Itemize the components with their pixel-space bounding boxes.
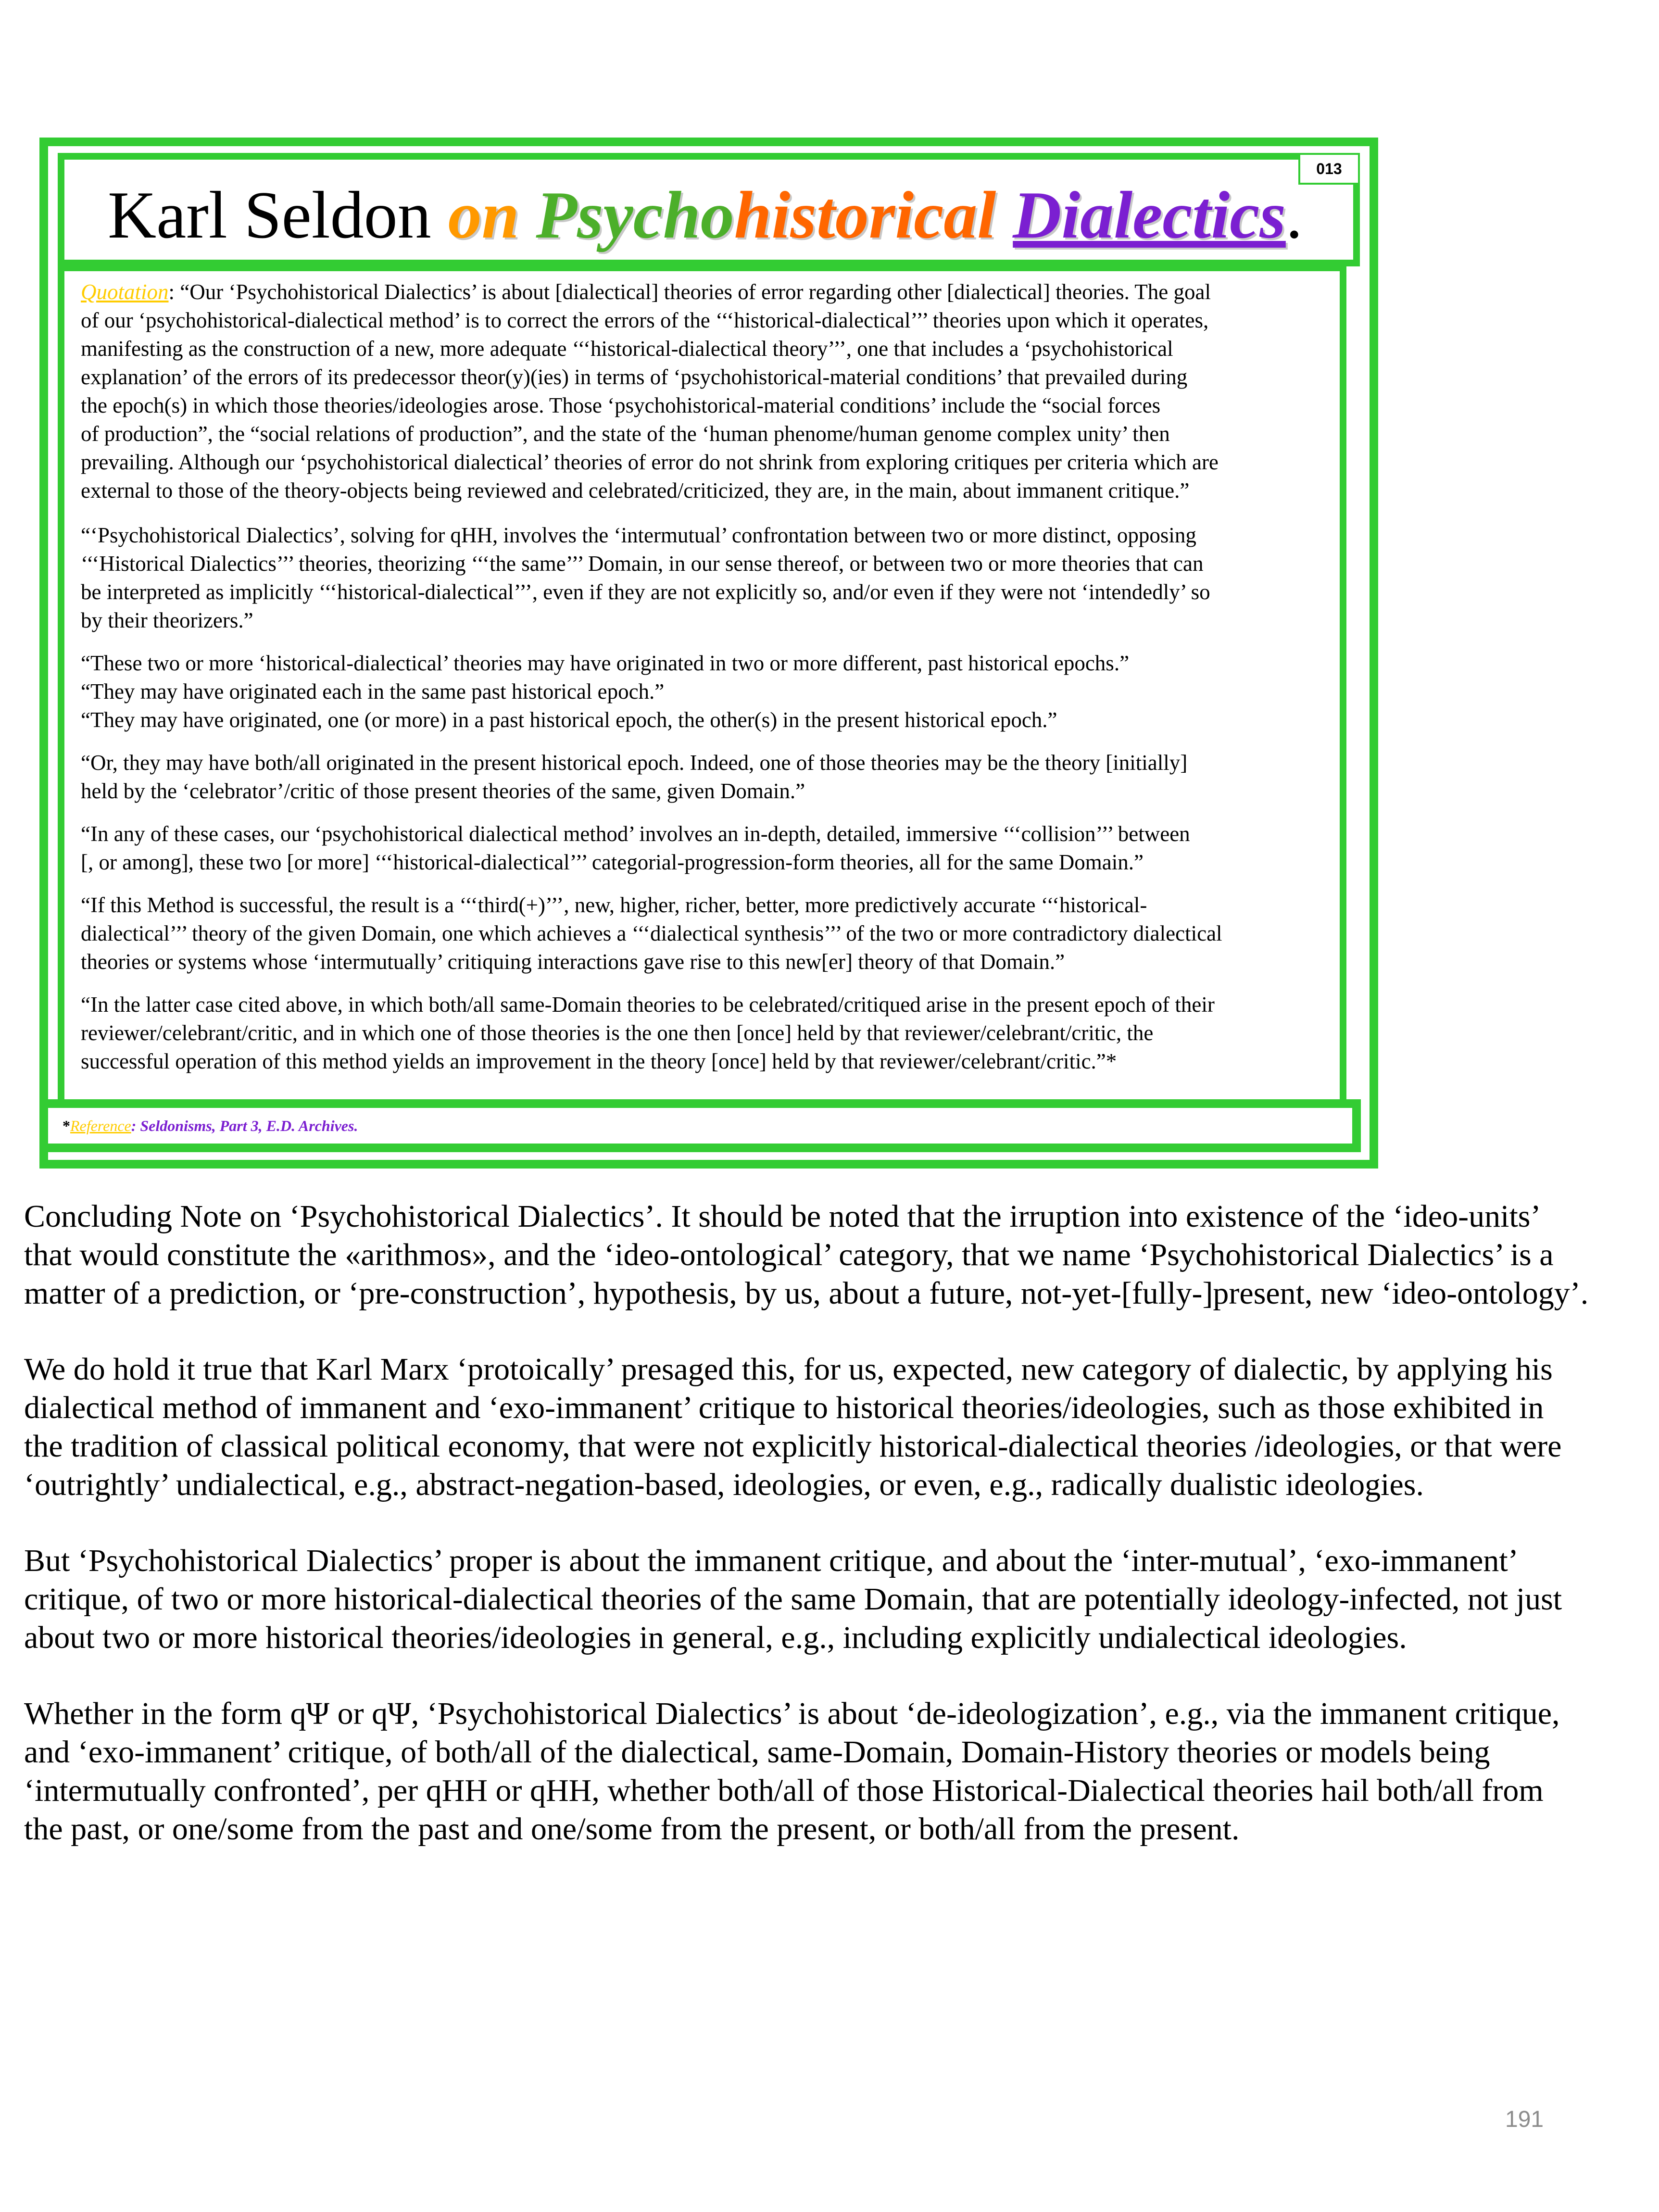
reference-label: Reference	[70, 1117, 131, 1134]
title-box	[58, 153, 1360, 266]
title-on: on	[448, 178, 519, 252]
slide-title: Karl Seldon on Psychohistorical Dialectics.	[108, 178, 1303, 252]
quotation-box	[58, 264, 1346, 1131]
quote-paragraph: “If this Method is successful, the result is a ‘‘‘third(+)’’’, new, higher, richer, better, more predictively accurate ‘‘‘historical- dialectical’’’ theory of the given Domain, one which achieves a ‘‘‘dialectical synthesis’’’ of the two or more contradictory dialectical theories or systems whose ‘intermutually’ critiquing interactions gave rise to this new[er] theory of that Domain.”	[81, 893, 1222, 974]
body-paragraph: But ‘Psychohistorical Dialectics’ proper is about the immanent critique, and about the ‘inter-mutual’, ‘exo-immanent’ critique, of two or more historical-dialectical theories of the same Domain, that are potentially ideology-infected, not just about two or more historical theories/ideologies in general, e.g., including explicitly undialectical ideologies.	[24, 1543, 1562, 1655]
title-name: Karl Seldon	[108, 178, 431, 252]
quote-paragraph: “In the latter case cited above, in which both/all same-Domain theories to be celebrated/critiqued arise in the present epoch of their reviewer/celebrant/critic, and in which one of those theories is the one then [once] held by that reviewer/celebrant/critic, the successful operation of this method yields an improvement in the theory [once] held by that reviewer/celebrant/critic.”*	[81, 993, 1215, 1073]
quote-paragraph: Quotation: “Our ‘Psychohistorical Dialectics’ is about [dialectical] theories of error regarding other [dialectical] theories. The goal of our ‘psychohistorical-dialectical method’ is to correct the errors of the ‘‘‘historical-dialectical’’’ theories upon which it operates, manifesting as the construction of a new, more adequate ‘‘‘historical-dialectical theory’’’, one that includes a ‘psychohistorical explanation’ of the errors of its predecessor theor(y)(ies) in terms of ‘psychohistorical-material conditions’ that prevailed during the epoch(s) in which those theories/ideologies arose. Those ‘psychohistorical-material conditions’ include the “social forces of production”, the “social relations of production”, and the state of the ‘human phenome/human genome complex unity’ then prevailing. Although our ‘psychohistorical dialectical’ theories of error do not shrink from exploring critiques per criteria which are external to those of the theory-objects being reviewed and celebrated/criticized, they are, in the main, about immanent critique.”	[81, 280, 1219, 503]
body-paragraph: We do hold it true that Karl Marx ‘protoically’ presaged this, for us, expected, new category of dialectic, by applying his dialectical method of immanent and ‘exo-immanent’ critique to historical theories/ideologies, such as those exhibited in the tradition of classical political economy, that were not explicitly historical-dialectical theories /ideologies, or that were ‘outrightly’ undialectical, e.g., abstract-negation-based, ideologies, or even, e.g., radically dualistic ideologies.	[24, 1352, 1562, 1502]
quote-paragraph: “‘Psychohistorical Dialectics’, solving for qHH, involves the ‘intermutual’ confrontation between two or more distinct, opposing ‘‘‘Historical Dialectics’’’ theories, theorizing ‘‘‘the same’’’ Domain, in our sense thereof, or between two or more theories that can be interpreted as implicitly ‘‘‘historical-dialectical’’’, even if they are not explicitly so, and/or even if they were not ‘intendedly’ so by their theorizers.”	[81, 523, 1210, 632]
slide-panel	[39, 138, 1378, 1169]
reference-text: : Seldonisms, Part 3, E.D. Archives.	[131, 1117, 358, 1134]
body-text	[24, 1197, 1640, 1886]
quote-paragraph: “In any of these cases, our ‘psychohistorical dialectical method’ involves an in-depth, detailed, immersive ‘‘‘collision’’’ between [, or among], these two [or more] ‘‘‘historical-dialectical’’’ categorial-progression-form theories, all for the same Domain.”	[81, 822, 1190, 874]
quotation-label: Quotation	[81, 280, 169, 304]
body-paragraph: Concluding Note on ‘Psychohistorical Dialectics’. It should be noted that the irruption into existence of the ‘ideo-units’ that would constitute the «arithmos», and the ‘ideo-ontological’ category, that we name ‘Psychohistorical Dialectics’ is a matter of a prediction, or ‘pre-construction’, hypothesis, by us, about a future, not-yet-[fully-]present, new ‘ideo-ontology’.	[24, 1199, 1589, 1311]
page-number: 191	[1505, 2107, 1544, 2132]
reference-box	[39, 1099, 1361, 1152]
slide-number: 013	[1298, 153, 1360, 185]
body-paragraph: Whether in the form qΨ or qΨ, ‘Psychohistorical Dialectics’ is about ‘de-ideologization’, e.g., via the immanent critique, and ‘exo-immanent’ critique, of both/all of the dialectical, same-Domain, Domain-History theories or models being ‘intermutually confronted’, per qHH or qHH, whether both/all of those Historical-Dialectical theories hail both/all from the past, or one/some from the past and one/some from the present, or both/all from the present.	[24, 1696, 1560, 1847]
title-subject: Psychohistorical	[536, 178, 996, 252]
quote-paragraph: “Or, they may have both/all originated in the present historical epoch. Indeed, one of those theories may be the theory [initially] held by the ‘celebrator’/critic of those present theories of the same, given Domain.”	[81, 751, 1188, 803]
quote-paragraph: “These two or more ‘historical-dialectical’ theories may have originated in two or more different, past historical epochs.” “They may have originated each in the same past historical epoch.” “They may have originated, one (or more) in a past historical epoch, the other(s) in the present historical epoch.”	[81, 651, 1130, 732]
title-dialectics: Dialectics	[1013, 178, 1286, 252]
reference-line: *Reference: Seldonisms, Part 3, E.D. Archives.	[63, 1117, 358, 1134]
